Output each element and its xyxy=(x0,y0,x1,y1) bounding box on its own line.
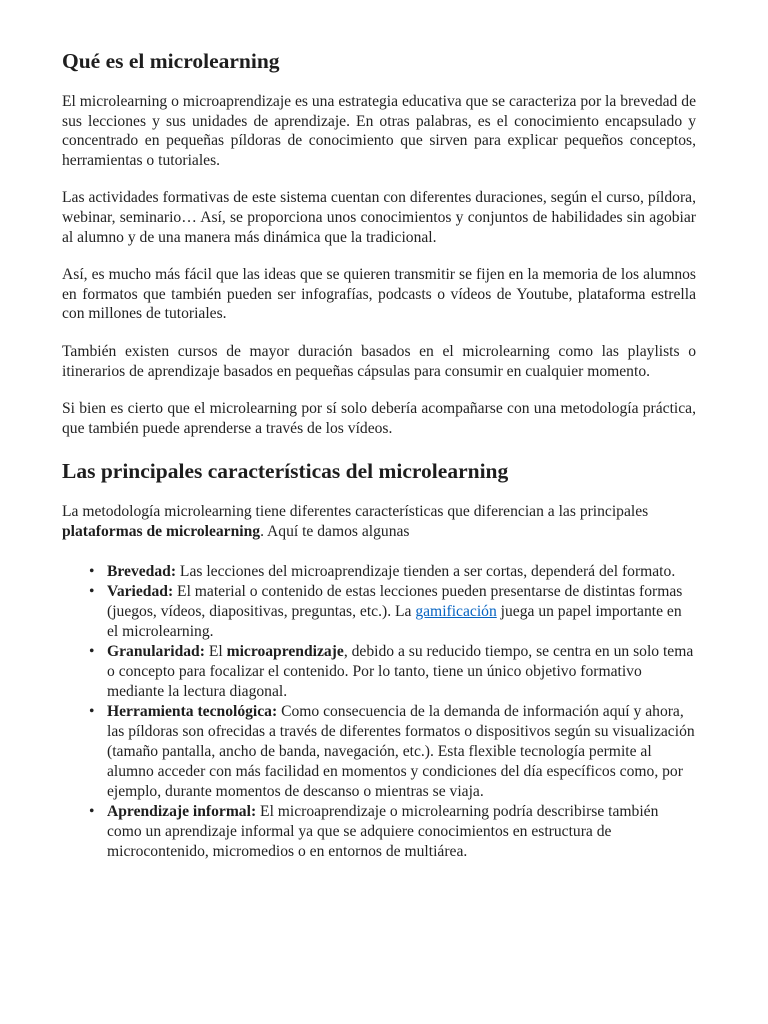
bullet-icon: • xyxy=(89,642,95,660)
list-item-brevedad xyxy=(89,562,696,582)
paragraph-methodology: Si bien es cierto que el microlearning por sí solo debería acompañarse con una metodología práctica, que también puede aprenderse a través de los vídeos. xyxy=(62,400,696,437)
list-item-granularidad xyxy=(89,642,696,702)
page-title: Qué es el microlearning xyxy=(62,49,280,73)
paragraph-courses: También existen cursos de mayor duración basados en el microlearning como las playlists o itinerarios de aprendizaje basados en pequeñas cápsulas para consumir en cualquier momento. xyxy=(62,342,696,380)
list-item-term: Herramienta tecnológica: xyxy=(107,702,278,720)
list-item-aprendizaje-informal xyxy=(89,802,696,862)
gamificacion-link[interactable]: gamificación xyxy=(415,602,497,620)
list-item-term: Granularidad: xyxy=(107,642,205,660)
bullet-icon: • xyxy=(89,802,95,820)
list-item-herramienta xyxy=(89,702,696,802)
intro-bold-platforms: plataformas de microlearning xyxy=(62,522,261,540)
intro-text-end: . Aquí te damos algunas xyxy=(260,522,410,540)
bullet-icon: • xyxy=(89,562,95,580)
list-item-text-end: , debido a su reducido tiempo, se centra en un solo tema o concepto para focalizar el contenido. Por lo tanto, tiene un único objetivo formativo mediante la lectura diagonal. xyxy=(107,642,694,700)
list-item-bold-inline: microaprendizaje xyxy=(226,642,344,660)
paragraph-definition: El microlearning o microaprendizaje es una estrategia educativa que se caracteriza por la brevedad de sus lecciones y sus unidades de aprendizaje. En otras palabras, es el conocimiento encapsulado y concentrado en pequeñas píldoras de conocimiento que sirven para explicar pequeños conceptos, herramientas o tutoriales. xyxy=(62,93,696,169)
list-item-term: Brevedad: xyxy=(107,562,177,580)
paragraph-activities: Las actividades formativas de este sistema cuentan con diferentes duraciones, según el curso, píldora, webinar, seminario… Así, se proporciona unos conocimientos y conjuntos de habilidades sin agobiar al alumno y de una manera más dinámica que la tradicional. xyxy=(62,189,696,246)
list-item-text: El xyxy=(204,642,227,660)
list-item-text: El microaprendizaje o microlearning podría describirse también como un aprendizaje informal ya que se adquiere conocimientos en estructura de microcontenido, micromedios o en entornos de multiárea. xyxy=(107,802,659,860)
paragraph-memory: Así, es mucho más fácil que las ideas que se quieren transmitir se fijen en la memoria de los alumnos en formatos que también pueden ser infografías, podcasts o vídeos de Youtube, plataforma estrella con millones de tutoriales. xyxy=(62,266,696,323)
section-heading-characteristics: Las principales características del microlearning xyxy=(62,459,509,484)
list-item-term: Aprendizaje informal: xyxy=(107,802,257,820)
list-item-text-end: juega un papel importante en el microlearning. xyxy=(107,602,682,640)
list-item-text: Como consecuencia de la demanda de información aquí y ahora, las píldoras son ofrecidas a través de diferentes formatos o dispositivos según su visualización (tamaño pantalla, ancho de banda, navegación, etc.). Esta flexible tecnología permite al alumno acceder con más facilidad en momentos y condiciones del día específicos como, por ejemplo, durante momentos de descanso o mientras se viaja. xyxy=(107,702,695,800)
intro-text: La metodología microlearning tiene diferentes características que diferencian a las principales xyxy=(62,503,649,521)
list-item-text: El material o contenido de estas lecciones pueden presentarse de distintas formas (juegos, vídeos, diapositivas, preguntas, etc.). La xyxy=(107,582,683,620)
list-item-text: Las lecciones del microaprendizaje tienden a ser cortas, dependerá del formato. xyxy=(176,562,676,580)
bullet-icon: • xyxy=(89,702,95,720)
characteristics-list xyxy=(62,562,696,862)
paragraph-intro xyxy=(62,502,696,541)
bullet-icon: • xyxy=(89,582,95,600)
list-item-variedad xyxy=(89,582,696,642)
list-item-term: Variedad: xyxy=(107,582,174,600)
